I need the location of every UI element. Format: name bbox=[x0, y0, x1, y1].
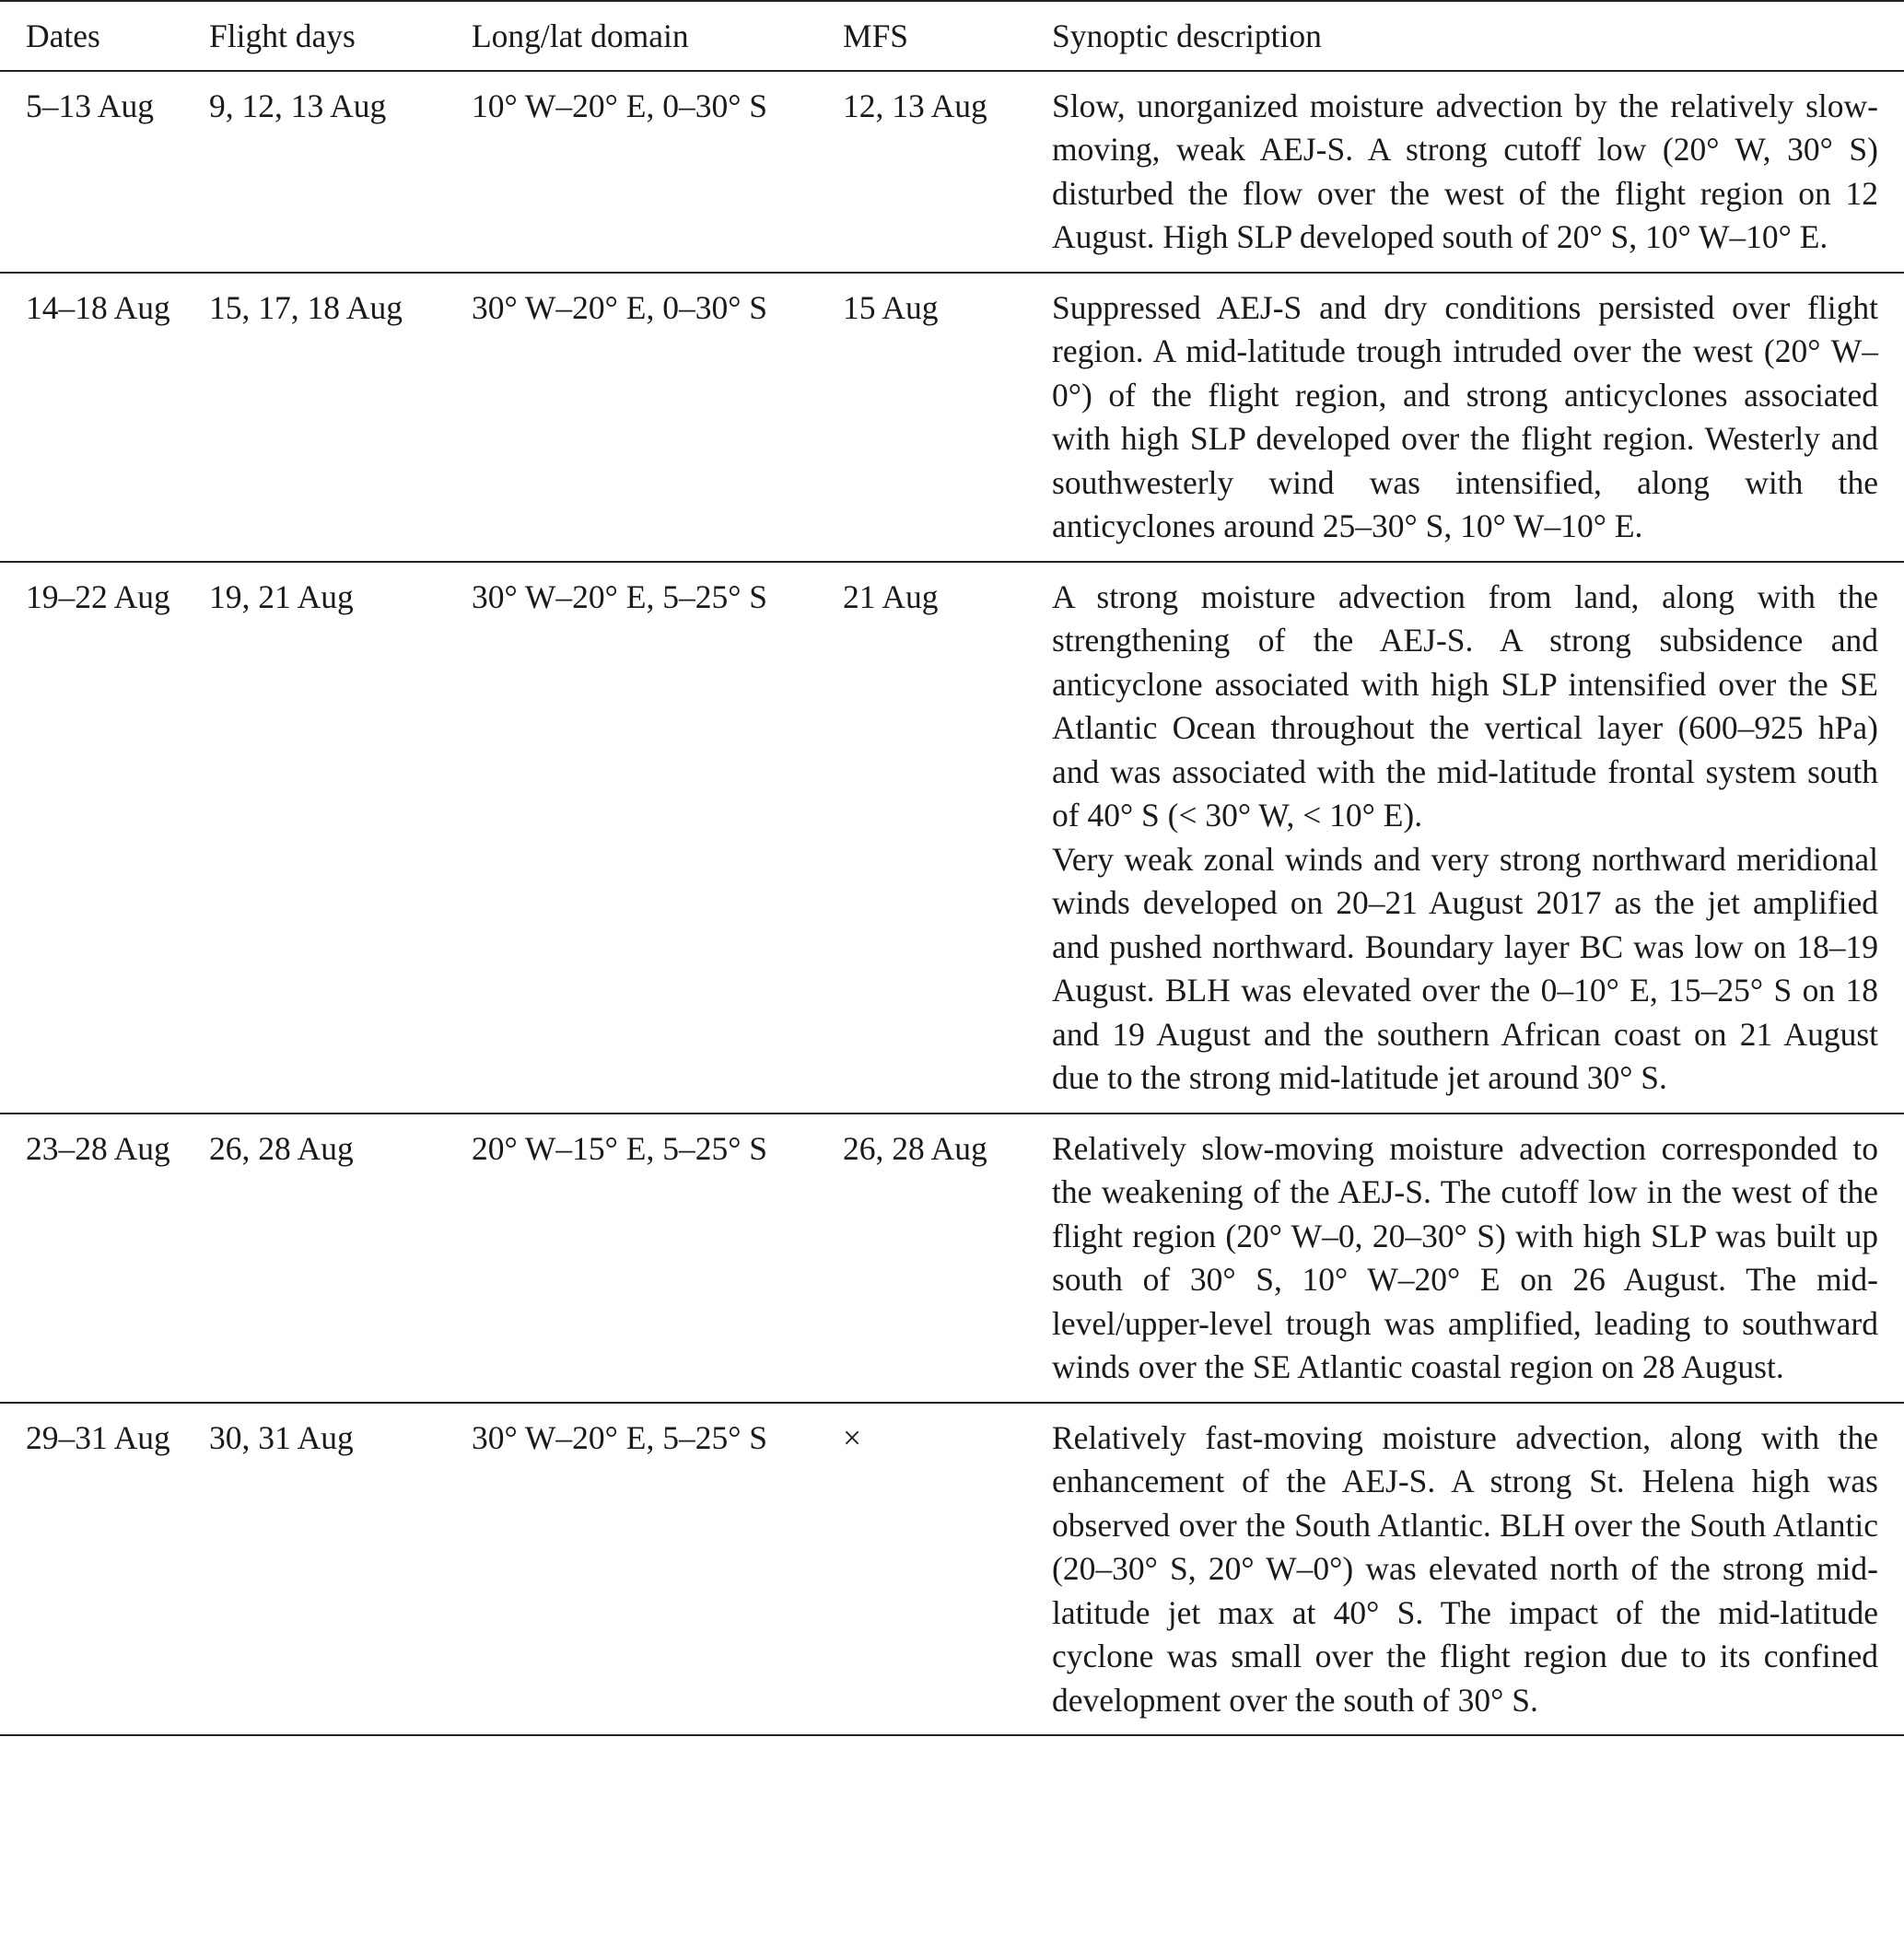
table-row bbox=[0, 273, 1904, 562]
cell-mfs: 26, 28 Aug bbox=[843, 1129, 987, 1167]
description-paragraph: Relatively slow-moving moisture advection corresponded to the weakening of the AEJ-S. The cutoff low in the west of the flight region (20° W–0, 20–30° S) with high SLP was built up south of 30° S, 10° W–20° E on 26 August. The mid-level/upper-level trough was amplified, leading to southward winds over the SE Atlantic coastal region on 28 August. bbox=[1052, 1129, 1878, 1385]
table-header bbox=[0, 1, 1904, 71]
cell-description bbox=[1052, 1403, 1904, 1736]
cell-dates: 14–18 Aug bbox=[26, 288, 170, 326]
cell-domain: 20° W–15° E, 5–25° S bbox=[472, 1129, 768, 1167]
cell-mfs: × bbox=[843, 1418, 862, 1456]
cell-flight-days: 15, 17, 18 Aug bbox=[209, 288, 403, 326]
cell-domain: 30° W–20° E, 0–30° S bbox=[472, 288, 768, 326]
header-domain: Long/lat domain bbox=[472, 17, 689, 54]
header-row bbox=[0, 1, 1904, 71]
cell-mfs: 12, 13 Aug bbox=[843, 87, 987, 124]
cell-dates: 29–31 Aug bbox=[26, 1418, 170, 1456]
table-row bbox=[0, 562, 1904, 1114]
header-mfs: MFS bbox=[843, 17, 909, 54]
cell-flight-days: 9, 12, 13 Aug bbox=[209, 87, 387, 124]
cell-flight-days: 19, 21 Aug bbox=[209, 577, 354, 615]
cell-mfs: 15 Aug bbox=[843, 288, 939, 326]
description-paragraph: Relatively fast-moving moisture advection, along with the enhancement of the AEJ-S. A strong St. Helena high was observed over the South Atlantic. BLH over the South Atlantic (20–30° S, 20° W–0°) was elevated north of the strong mid-latitude jet max at 40° S. The impact of the mid-latitude cyclone was small over the flight region due to its confined development over the south of 30° S. bbox=[1052, 1418, 1878, 1719]
table-body bbox=[0, 71, 1904, 1736]
cell-domain: 30° W–20° E, 5–25° S bbox=[472, 577, 768, 615]
description-paragraph: A strong moisture advection from land, along with the strengthening of the AEJ-S. A strong subsidence and anticyclone associated with high SLP intensified over the SE Atlantic Ocean throughout the vertical layer (600–925 hPa) and was associated with the mid-latitude frontal system south of 40° S (< 30° W, < 10° E). bbox=[1052, 577, 1878, 834]
cell-description bbox=[1052, 562, 1904, 1114]
table-row bbox=[0, 71, 1904, 273]
cell-dates: 23–28 Aug bbox=[26, 1129, 170, 1167]
header-description: Synoptic description bbox=[1052, 17, 1322, 54]
cell-flight-days: 30, 31 Aug bbox=[209, 1418, 354, 1456]
table-row bbox=[0, 1403, 1904, 1736]
cell-domain: 30° W–20° E, 5–25° S bbox=[472, 1418, 768, 1456]
table-row bbox=[0, 1114, 1904, 1403]
cell-description bbox=[1052, 1114, 1904, 1403]
cell-mfs: 21 Aug bbox=[843, 577, 939, 615]
header-dates: Dates bbox=[26, 17, 100, 54]
cell-dates: 19–22 Aug bbox=[26, 577, 170, 615]
cell-dates: 5–13 Aug bbox=[26, 87, 155, 124]
cell-description bbox=[1052, 71, 1904, 273]
cell-flight-days: 26, 28 Aug bbox=[209, 1129, 354, 1167]
description-paragraph: Suppressed AEJ-S and dry conditions persisted over flight region. A mid-latitude trough intruded over the west (20° W–0°) of the flight region, and strong anticyclones associated with high SLP developed over the flight region. Westerly and southwesterly wind was intensified, along with the anticyclones around 25–30° S, 10° W–10° E. bbox=[1052, 288, 1878, 544]
cell-description bbox=[1052, 273, 1904, 562]
cell-domain: 10° W–20° E, 0–30° S bbox=[472, 87, 768, 124]
description-paragraph: Slow, unorganized moisture advection by the relatively slow-moving, weak AEJ-S. A strong cutoff low (20° W, 30° S) disturbed the flow over the west of the flight region on 12 August. High SLP developed south of 20° S, 10° W–10° E. bbox=[1052, 87, 1878, 255]
description-paragraph: Very weak zonal winds and very strong northward meridional winds developed on 20–21 August 2017 as the jet amplified and pushed northward. Boundary layer BC was low on 18–19 August. BLH was elevated over the 0–10° E, 15–25° S on 18 and 19 August and the southern African coast on 21 August due to the strong mid-latitude jet around 30° S. bbox=[1052, 840, 1878, 1096]
header-flight-days: Flight days bbox=[209, 17, 356, 54]
